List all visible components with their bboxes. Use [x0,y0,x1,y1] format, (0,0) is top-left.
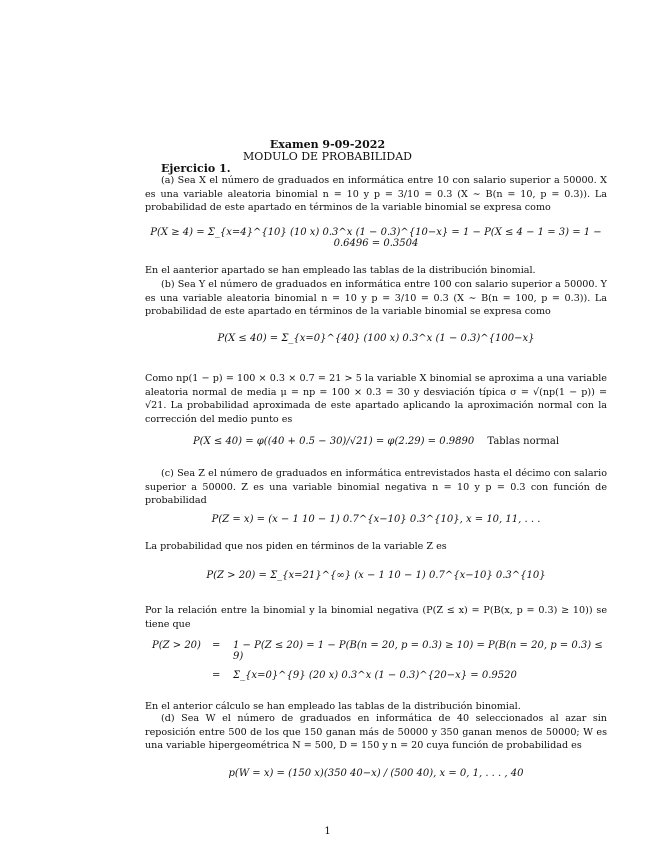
part-b-normal-equation [145,436,607,447]
part-b-normal-formula: P(X ≤ 40) = φ((40 + 0.5 − 30)/√21) = φ(2.29) = 0.9890 [192,436,475,447]
part-c-text: La probabilidad que nos piden en términos de la variable Z es [145,541,447,552]
exam-title: Examen 9-09-2022 [269,138,386,151]
part-a-intro: (a) Sea X el número de graduados en informática entre 10 con salario superior a 50000. X es una variable aleatoria binomial n = 10 y p = 3/10 = 0.3 (X ∼ B(n = 10, p = 0.3)). La probabilidad de este apartado en términos de la variable binomial se expresa como [145,175,607,214]
part-b-equation: P(X ≤ 40) = Σ_{x=0}^{40} (100 x) 0.3^x (1 − 0.3)^{100−x} [217,333,535,344]
part-c-intro: (c) Sea Z el número de graduados en informática entrevistados hasta el décimo con salario superior a 50000. Z es una variable binomial negativa n = 10 y p = 0.3 con función de probabilidad [145,468,607,507]
part-c-eq3-rhs-1: 1 − P(Z ≤ 20) = 1 − P(B(n = 20, p = 0.3) ≥ 10) = P(B(n = 20, p = 0.3) ≤ 9) [233,640,603,662]
part-c-eq3-lhs: P(Z > 20) [152,640,201,651]
part-a-note: En el aanterior apartado se han empleado las tablas de la distribución binomial. [145,265,536,276]
part-d-intro: (d) Sea W el número de graduados en informática de 40 seleccionados al azar sin reposición entre 500 de los que 150 ganan más de 50000 y 350 ganan menos de 50000; W es una variable hipergeométrica N = 500, D = 150 y n = 20 cuya función de probabilidad es [145,713,607,752]
part-c-eq3-rhs-2: Σ_{x=0}^{9} (20 x) 0.3^x (1 − 0.3)^{20−x} = 0.9520 [233,670,517,681]
part-c-equation-2: P(Z > 20) = Σ_{x=21}^{∞} (x − 1 10 − 1) 0.7^{x−10} 0.3^{10} [206,570,546,581]
part-d-equation: p(W = x) = (150 x)(350 40−x) / (500 40), x = 0, 1, . . . , 40 [228,768,524,779]
page-number: 1 [324,826,331,837]
part-c-relation: Por la relación entre la binomial y la binomial negativa (P(Z ≤ x) = P(B(x, p = 0.3) ≥ 10)) se tiene que [145,605,607,630]
part-c-eq3-eq-sign-1: = [212,640,221,651]
exercise-heading: Ejercicio 1. [161,162,231,175]
part-b-approx: Como np(1 − p) = 100 × 0.3 × 0.7 = 21 > 5 la variable X binomial se aproxima a una variable aleatoria normal de media μ = np = 100 × 0.3 = 30 y desviación típica σ = √(np(1 − p)) = √21. La probabilidad aproximada de este apartado aplicando la aproximación normal con la corrección del medio punto es [145,373,607,425]
part-c-equation: P(Z = x) = (x − 1 10 − 1) 0.7^{x−10} 0.3^{10}, x = 10, 11, . . . [211,514,541,525]
part-c-eq3-eq-sign-2: = [212,670,221,681]
part-c-note: En el anterior cálculo se han empleado las tablas de la distribución binomial. [145,701,521,712]
part-b-intro: (b) Sea Y el número de graduados en informática entre 100 con salario superior a 50000. Y es una variable aleatoria binomial n = 10 y p = 3/10 = 0.3 (X ∼ B(n = 100, p = 0.3)). La probabilidad de este apartado en términos de la variable binomial se expresa como [145,279,607,318]
part-b-tables-note: Tablas normal [487,436,560,447]
exam-subtitle: MODULO DE PROBABILIDAD [243,150,412,163]
part-a-equation: P(X ≥ 4) = Σ_{x=4}^{10} (10 x) 0.3^x (1 − 0.3)^{10−x} = 1 − P(X ≤ 4 − 1 = 3) = 1 − 0.6496 = 0.3504 [150,227,602,249]
